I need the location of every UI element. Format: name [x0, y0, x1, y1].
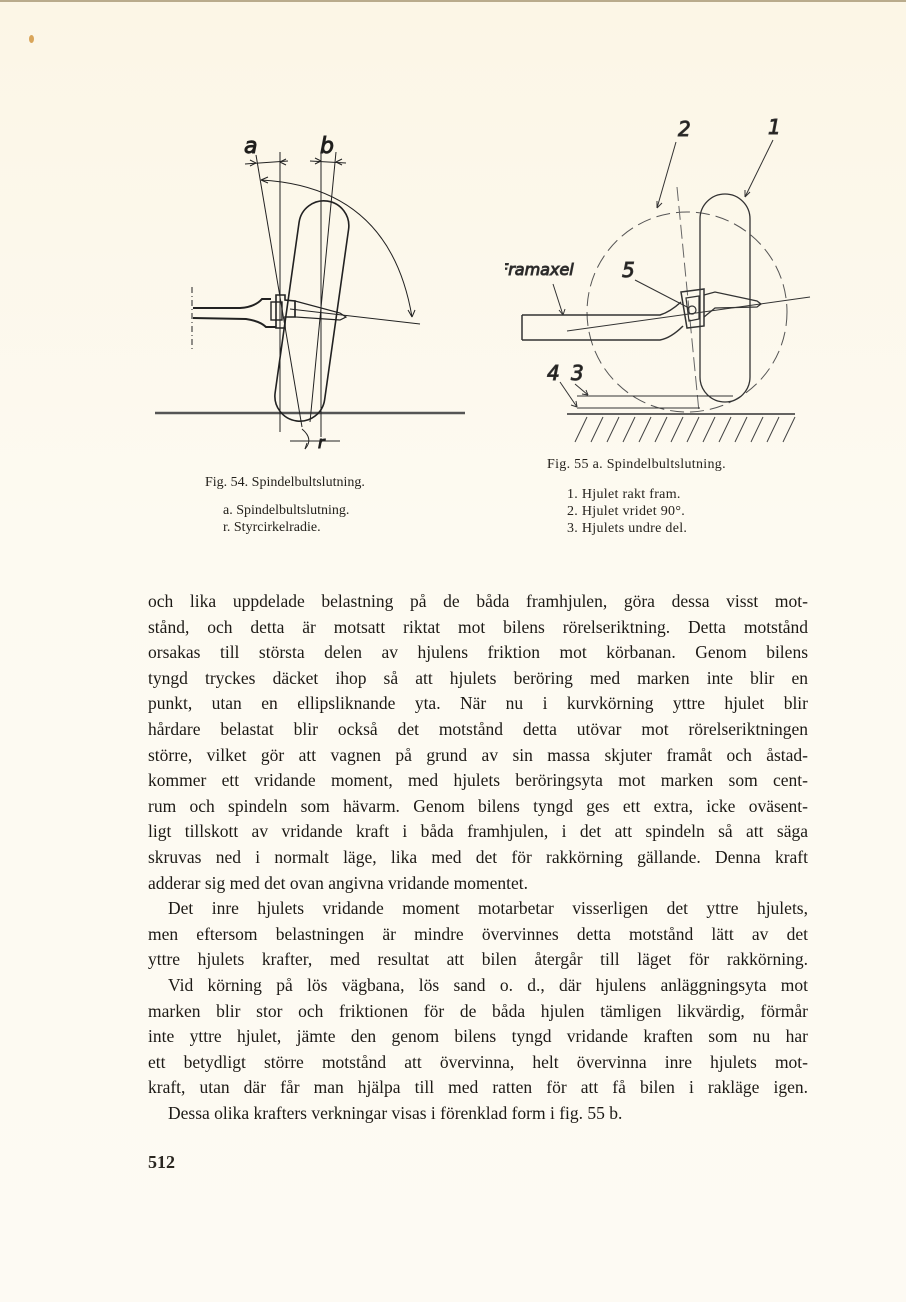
text-line: större, vilket gör att vagnen på grund av sin massa skjuter framåt och åstad-	[148, 744, 808, 765]
text-line: yttre hjulets krafter, med resultat att bilen återgår till läget för rakkörning.	[148, 949, 808, 970]
text-line: och lika uppdelade belastning på de båda framhjulen, göra dessa visst mot-	[148, 591, 808, 611]
label-3: 3	[571, 361, 584, 385]
text-line: adderar sig med det ovan angivna vridande momentet.	[148, 872, 529, 893]
text-line: Det inre hjulets vridande moment motarbetar visserligen det yttre hjulets,	[168, 898, 808, 919]
label-5: 5	[622, 258, 635, 282]
body-text	[148, 589, 808, 1126]
figure-55a-legend-item: 1. Hjulet rakt fram.	[567, 487, 681, 502]
paragraph-1	[148, 589, 808, 896]
label-4: 4	[547, 361, 560, 385]
text-line: rum och spindeln som hävarm. Genom bilens tyngd ges ett extra, icke oväsent-	[148, 795, 808, 816]
figure-54-legend-item: a. Spindelbultslutning.	[223, 503, 350, 518]
text-line: hårdare belastat blir också det motstånd detta utövar mot rörelseriktningen	[148, 718, 808, 739]
text-line: men eftersom belastningen är mindre övervinnes detta motstånd lätt av det	[148, 923, 808, 944]
figure-54-title: Fig. 54. Spindelbultslutning.	[205, 475, 365, 490]
label-1: 1	[768, 115, 781, 139]
text-line: punkt, utan en ellipsliknande yta. När nu i kurvkörning yttre hjulet blir	[148, 693, 808, 714]
figure-54-kingpin-inclination-diagram	[150, 117, 480, 462]
label-r: r	[318, 433, 325, 452]
text-line: marken blir stor och friktionen för de båda hjulen tämligen likvärdig, förmår	[148, 1000, 808, 1021]
label-b: b	[320, 134, 334, 159]
figure-55a-caption	[547, 456, 726, 537]
figure-55a-title: Fig. 55 a. Spindelbultslutning.	[547, 457, 726, 472]
text-line: ett betydligt större motstånd att övervinna, helt övervinna inre hjulets mot-	[148, 1051, 808, 1072]
text-line: inte yttre hjulet, jämte den genom bilens tyngd vridande kraften som nu har	[148, 1026, 808, 1047]
text-line: tyngd tryckes däcket ihop så att hjulets beröring med marken inte blir en	[148, 667, 808, 688]
text-line: orsakas till största delen av hjulens friktion mot körbanan. Genom bilens	[148, 642, 808, 663]
label-2: 2	[678, 117, 691, 141]
figure-54-legend-item: r. Styrcirkelradie.	[223, 520, 321, 535]
text-line: Vid körning på lös vägbana, lös sand o. d., där hjulens anläggningsyta mot	[168, 974, 808, 995]
figure-55a-legend-item: 2. Hjulet vridet 90°.	[567, 504, 686, 519]
figure-55a-wheel-turning-diagram	[505, 112, 815, 447]
paper-stain	[29, 35, 34, 43]
label-a: a	[244, 134, 258, 159]
figure-55a-legend-item: 3. Hjulets undre del.	[567, 521, 688, 536]
text-line: kraft, utan där får man hjälpa till med ratten för att få bilen i rakläge igen.	[148, 1077, 808, 1098]
text-line: Dessa olika krafters verkningar visas i förenklad form i fig. 55 b.	[168, 1102, 623, 1123]
paragraph-4	[148, 1101, 808, 1127]
figure-54-caption	[205, 474, 365, 536]
text-line: kommer ett vridande moment, med hjulets beröringsyta mot marken som cent-	[148, 770, 808, 791]
text-line: stånd, och detta är motsatt riktat mot bilens rörelseriktning. Detta motstånd	[148, 616, 808, 637]
text-line: ligt tillskott av vridande kraft i båda framhjulen, i det att spindeln så att säga	[148, 821, 808, 842]
text-line: skruvas ned i normalt läge, lika med det för rakkörning gällande. Denna kraft	[148, 846, 808, 867]
paragraph-2	[148, 896, 808, 973]
paragraph-3	[148, 973, 808, 1101]
page-number: 512	[148, 1152, 175, 1172]
label-framaxel: Framaxel	[505, 260, 574, 279]
